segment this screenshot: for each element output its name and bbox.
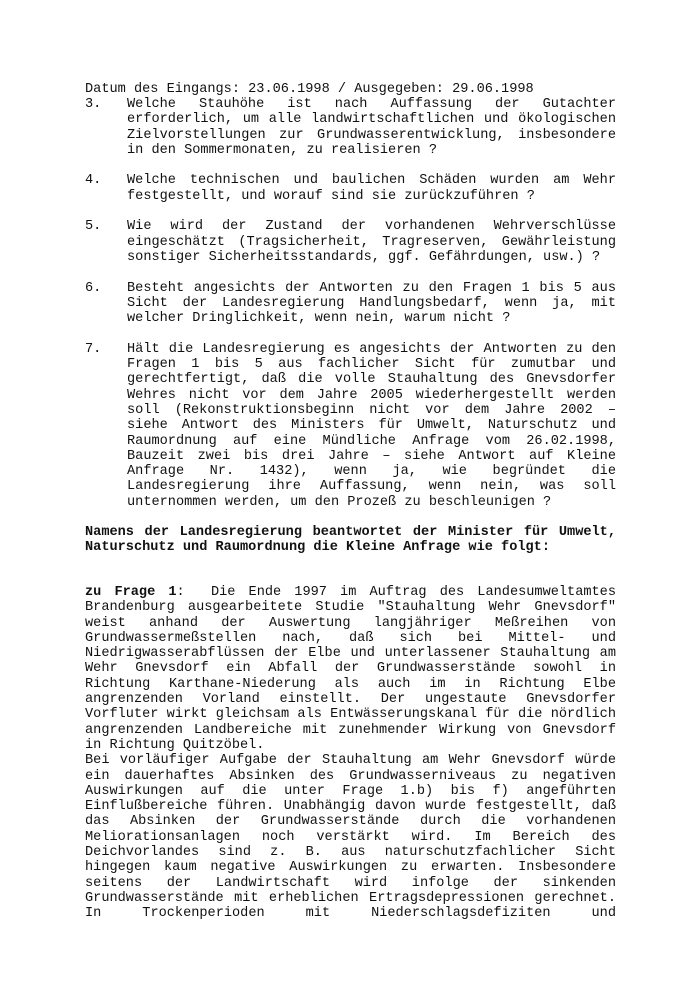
question-item: [85, 219, 616, 265]
question-text: Welche Stauhöhe ist nach Auffassung der Gutachter erforderlich, um alle landwirtschaftlichen und ökologischen Zielvorstellungen zur Grundwasserentwicklung, insbesondere in den Sommermonaten, zu realisieren ?: [127, 97, 616, 158]
question-number: 4.: [85, 173, 102, 189]
answer-paragraph-1-text: Die Ende 1997 im Auftrag des Landesumweltamtes Brandenburg ausgearbeitete Studie "Stauhaltung Wehr Gnevsdorf" weist anhand der Auswertung langjähriger Meßreihen von Grundwassermeßstellen nach, daß sich bei Mittel- und Niedrigwasserabflüssen der Elbe und unterlassener Stauhaltung am Wehr Gnevsdorf ein Abfall der Grundwasserstände sowohl in Richtung Karthane-Niederung als auch im in Richtung Elbe angrenzenden Vorland einstellt. Der ungestaute Gnevsdorfer Vorfluter wirkt gleichsam als Entwässerungskanal für die nördlich angrenzenden Landbereiche mit zunehmender Wirkung von Gnevsdorf in Richtung Quitzöbel.: [85, 585, 616, 753]
question-number: 3.: [85, 97, 102, 112]
question-text: Besteht angesichts der Antworten zu den Fragen 1 bis 5 aus Sicht der Landesregierung Handlungsbedarf, wenn ja, mit welcher Dringlichkeit, wenn nein, warum nicht ?: [127, 280, 616, 327]
question-text: Welche technischen und baulichen Schäden wurden am Wehr festgestellt, und worauf sind sie zurückzuführen ?: [127, 173, 616, 204]
question-number: 5.: [85, 219, 102, 235]
question-number: 6.: [85, 280, 102, 296]
answer-paragraph: [85, 585, 616, 753]
question-text: Wie wird der Zustand der vorhandenen Wehrverschlüsse eingeschätzt (Tragsicherheit, Tragreserven, Gewährleistung sonstiger Sicherheitsstandards, ggf. Gefährdungen, usw.) ?: [127, 219, 616, 265]
question-list: [85, 97, 616, 525]
answer-body: [85, 585, 616, 922]
answer-label-colon: :: [176, 585, 185, 600]
answer-label: zu Frage 1: [85, 585, 177, 600]
question-item: [85, 342, 616, 510]
question-item: [85, 97, 616, 158]
receipt-date-line: Datum des Eingangs: 23.06.1998 / Ausgegeben: 29.06.1998: [85, 82, 534, 97]
question-item: [85, 173, 616, 204]
question-text: Hält die Landesregierung es angesichts der Antworten zu den Fragen 1 bis 5 aus fachlicher Sicht für zumutbar und gerechtfertigt, daß die volle Stauhaltung des Gnevsdorfer Wehres nicht vor dem Jahre 2005 wiederhergestellt werden soll (Rekonstruktionsbeginn nicht vor dem Jahre 2002 – siehe Antwort des Ministers für Umwelt, Naturschutz und Raumordnung auf eine Mündliche Anfrage vom 26.02.1998, Bauzeit zwei bis drei Jahre – siehe Antwort auf Kleine Anfrage Nr. 1432), wenn ja, wie begründet die Landesregierung ihre Auffassung, wenn nein, was soll unternommen werden, um den Prozeß zu beschleunigen ?: [127, 341, 616, 510]
answer-heading: Namens der Landesregierung beantwortet der Minister für Umwelt, Naturschutz und Raumordnung die Kleine Anfrage wie folgt:: [85, 525, 616, 556]
question-item: [85, 281, 616, 327]
question-number: 7.: [85, 341, 102, 357]
answer-paragraph-2-text: Bei vorläufiger Aufgabe der Stauhaltung am Wehr Gnevsdorf würde ein dauerhaftes Absinken des Grundwasserniveaus zu negativen Auswirkungen auf die unter Frage 1.b) bis f) angeführten Einflußbereiche führen. Unabhängig davon wurde festgestellt, daß das Absinken der Grundwasserstände durch die vorhandenen Meliorationsanlagen noch verstärkt wird. Im Bereich des Deichvorlandes sind z. B. aus naturschutzfachlicher Sicht hingegen kaum negative Auswirkungen zu erwarten. Insbesondere seitens der Landwirtschaft wird infolge der sinkenden Grundwasserstände mit erheblichen Ertragsdepressionen gerechnet. In Trockenperioden mit Niederschlagsdefiziten und: [85, 753, 616, 922]
answer-paragraph: [85, 753, 616, 921]
